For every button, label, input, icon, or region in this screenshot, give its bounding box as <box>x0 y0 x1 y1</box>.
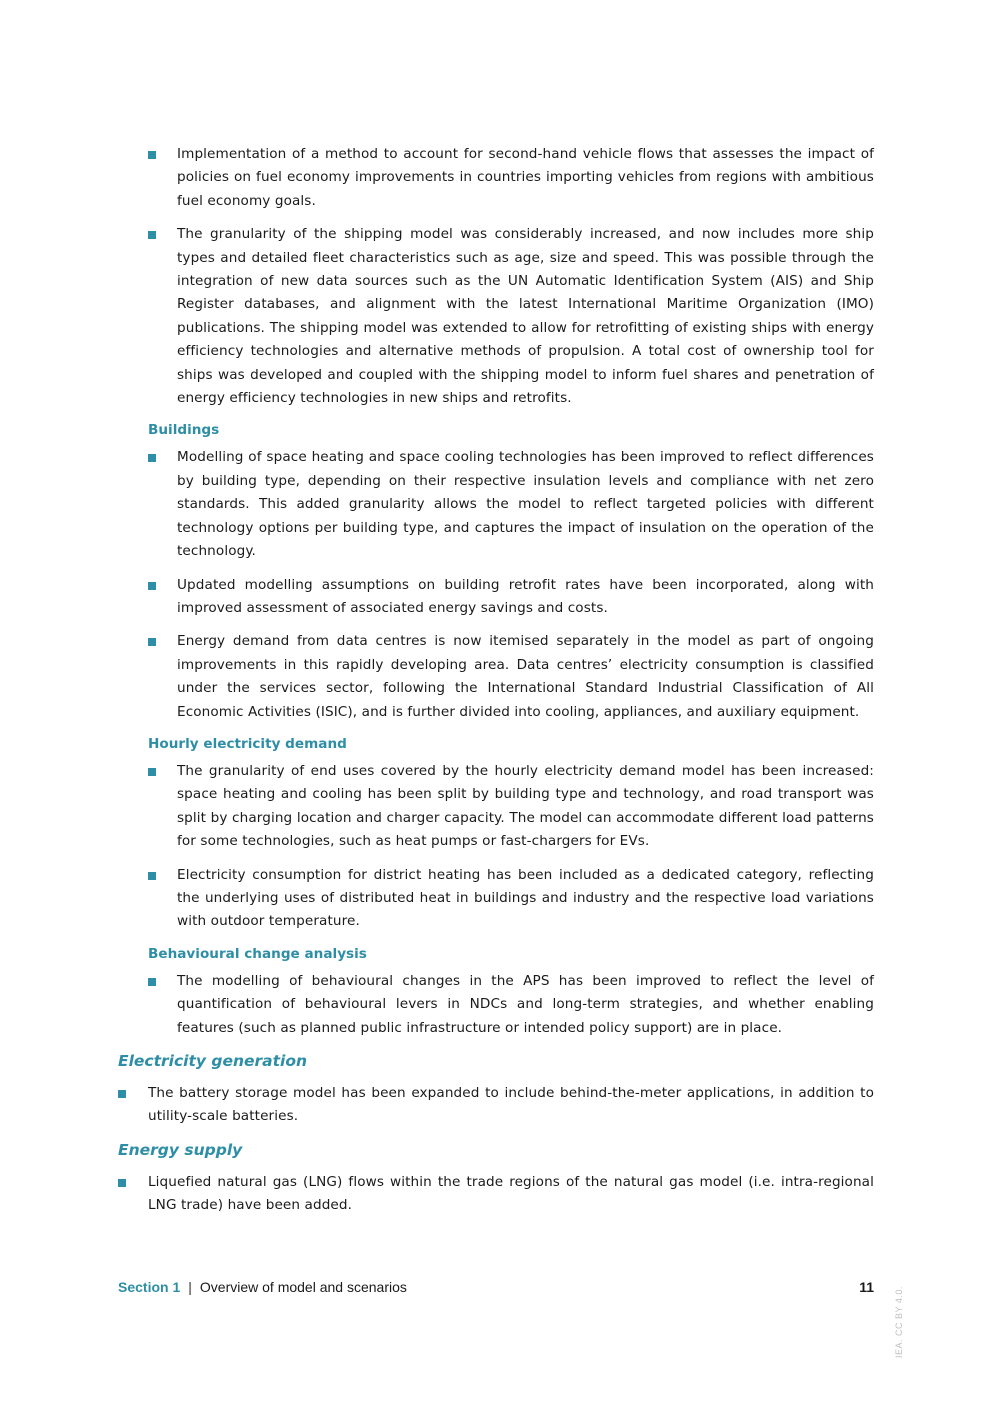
list-item <box>118 574 874 621</box>
list-item <box>118 1082 874 1129</box>
list-item <box>118 1171 874 1218</box>
bullet-text: The granularity of the shipping model was considerably increased, and now includes more ship types and detailed fleet characteristics such as age, size and speed. This was possible through the integration of new data sources such as the UN Automatic Identification System (AIS) and Ship Register databases, and alignment with the latest International Maritime Organization (IMO) publications. The shipping model was extended to allow for retrofitting of existing ships with energy efficiency technologies and alternative methods of propulsion. A total cost of ownership tool for ships was developed and coupled with the shipping model to inform fuel shares and penetration of energy efficiency technologies in new ships and retrofits. <box>177 226 874 407</box>
bullet-square-icon <box>148 454 156 462</box>
bullet-square-icon <box>148 768 156 776</box>
bullet-square-icon <box>148 231 156 239</box>
page-footer <box>118 1276 874 1298</box>
list-item <box>118 143 874 213</box>
bullet-text: Electricity consumption for district heating has been included as a dedicated category, reflecting the underlying uses of distributed heat in buildings and industry and the respective load variations with outdoor temperature. <box>177 866 874 930</box>
bullet-text: The battery storage model has been expanded to include behind-the-meter applications, in addition to utility-scale batteries. <box>148 1085 874 1125</box>
bullet-text: Updated modelling assumptions on building retrofit rates have been incorporated, along with improved assessment of associated energy savings and costs. <box>177 576 874 616</box>
section-heading-energy-supply: Energy supply <box>118 1140 243 1159</box>
bullet-text: The modelling of behavioural changes in the APS has been improved to reflect the level of quantification of behavioural levers in NDCs and long-term strategies, and whether enabling features (such as planned public infrastructure or intended policy support) are in place. <box>177 972 874 1036</box>
bullet-square-icon <box>148 978 156 986</box>
list-item <box>118 223 874 410</box>
subheading-buildings: Buildings <box>148 422 220 439</box>
section-heading-electricity-generation: Electricity generation <box>118 1052 308 1070</box>
list-item <box>118 760 874 854</box>
list-item <box>118 446 874 563</box>
list-item <box>118 864 874 934</box>
bullet-text: Modelling of space heating and space cooling technologies has been improved to reflect differences by building type, depending on their respective insulation levels and compliance with net zero standards. This added granularity allows the model to reflect targeted policies with different technology options per building type, and captures the impact of insulation on the operation of the technology. <box>177 449 874 560</box>
bullet-text: Liquefied natural gas (LNG) flows within the trade regions of the natural gas model (i.e. intra-regional LNG trade) have been added. <box>148 1173 874 1214</box>
subheading-hourly-electricity-demand: Hourly electricity demand <box>148 735 347 752</box>
footer-section-label: Section 1 <box>118 1279 181 1295</box>
list-item <box>118 970 874 1040</box>
bullet-square-icon <box>148 638 156 646</box>
page-number: 11 <box>859 1279 874 1295</box>
bullet-square-icon <box>148 582 156 590</box>
bullet-text: Implementation of a method to account for second-hand vehicle flows that assesses the impact of policies on fuel economy improvements in countries importing vehicles from regions with ambitious fuel economy goals. <box>177 146 874 209</box>
subheading-behavioural-change: Behavioural change analysis <box>148 945 367 962</box>
page-content <box>118 143 874 1218</box>
list-item <box>118 630 874 724</box>
bullet-square-icon <box>148 872 156 880</box>
bullet-text: Energy demand from data centres is now itemised separately in the model as part of ongoing improvements in this rapidly developing area. Data centres’ electricity consumption is classified under the services sector, following the International Standard Industrial Classification of All Economic Activities (ISIC), and is further divided into cooling, appliances, and auxiliary equipment. <box>177 633 874 720</box>
bullet-text: The granularity of end uses covered by the hourly electricity demand model has been increased: space heating and cooling has been split by building type and technology, and road transport was split by charging location and charger capacity. The model can accommodate different load patterns for some technologies, such as heat pumps or fast-chargers for EVs. <box>177 762 874 850</box>
license-note: IEA. CC BY 4.0. <box>894 1286 904 1358</box>
bullet-square-icon <box>118 1179 126 1187</box>
footer-title: Overview of model and scenarios <box>199 1279 407 1295</box>
bullet-square-icon <box>118 1090 126 1098</box>
bullet-square-icon <box>148 151 156 159</box>
footer-separator: | <box>188 1279 192 1295</box>
